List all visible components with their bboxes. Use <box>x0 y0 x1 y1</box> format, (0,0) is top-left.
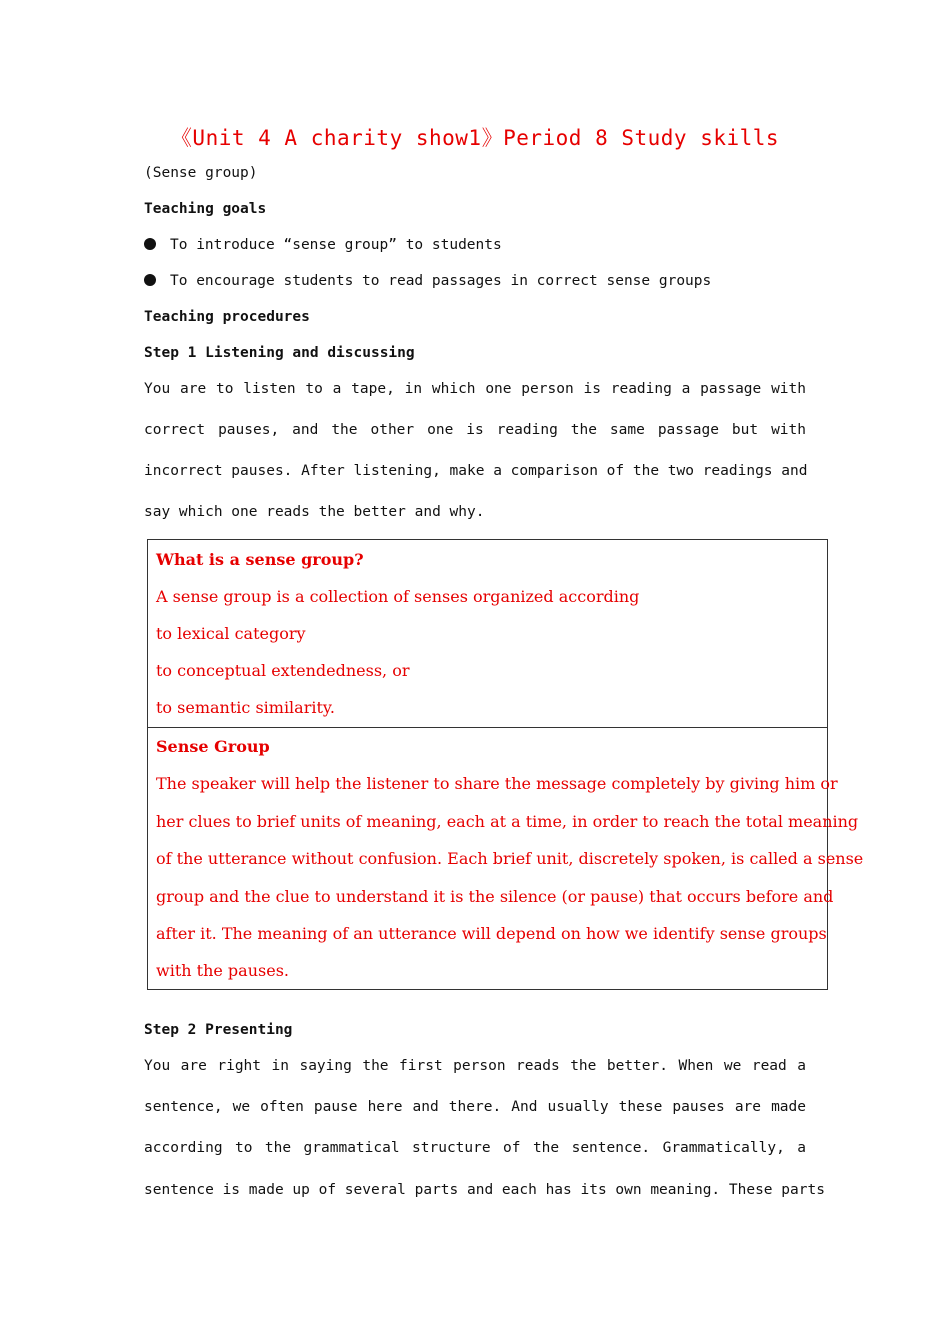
box1-line: to semantic similarity. <box>156 698 335 717</box>
sense-group-box <box>147 727 864 990</box>
step1-line: incorrect pauses. After listening, make a comparison of the two readings and <box>144 463 808 479</box>
goals-heading: Teaching goals <box>144 201 267 217</box>
goal-item <box>144 235 502 255</box>
step2-line: sentence is made up of several parts and each has its own meaning. These parts <box>144 1182 825 1198</box>
box1-line: to lexical category <box>156 624 306 643</box>
box2-line: her clues to brief units of meaning, each at a time, in order to reach the total meaning <box>156 812 859 831</box>
box2-line: after it. The meaning of an utterance will depend on how we identify sense groups <box>156 924 827 943</box>
step2-line: You are right in saying the first person reads the better. When we read a <box>144 1058 806 1074</box>
procedures-heading: Teaching procedures <box>144 309 310 325</box>
box2-heading: Sense Group <box>156 737 270 756</box>
goal-item <box>144 271 711 291</box>
step2-line: according to the grammatical structure of the sentence. Grammatically, a <box>144 1140 806 1156</box>
step1-line: say which one reads the better and why. <box>144 504 485 520</box>
box2-line: of the utterance without confusion. Each brief unit, discretely spoken, is called a sense <box>156 849 864 868</box>
step2-heading: Step 2 Presenting <box>144 1022 293 1038</box>
step1-heading: Step 1 Listening and discussing <box>144 345 415 361</box>
box2-line: with the pauses. <box>156 961 289 980</box>
goal-text: To introduce “sense group” to students <box>170 237 502 253</box>
page-title: 《Unit 4 A charity show1》Period 8 Study skills <box>170 126 780 150</box>
step2-line: sentence, we often pause here and there. And usually these pauses are made <box>144 1099 806 1115</box>
box1-line: to conceptual extendedness, or <box>156 661 410 680</box>
subtitle: (Sense group) <box>144 165 258 181</box>
box1-heading: What is a sense group? <box>156 550 364 569</box>
box2-line: group and the clue to understand it is the silence (or pause) that occurs before and <box>156 887 834 906</box>
step1-line: You are to listen to a tape, in which one person is reading a passage with <box>144 381 806 397</box>
goal-text: To encourage students to read passages in correct sense groups <box>170 273 712 289</box>
bullet-icon <box>144 274 156 286</box>
definition-box <box>147 539 828 728</box>
bullet-icon <box>144 238 156 250</box>
step1-line: correct pauses, and the other one is reading the same passage but with <box>144 422 806 438</box>
box1-line: A sense group is a collection of senses organized according <box>156 587 640 606</box>
box2-line: The speaker will help the listener to share the message completely by giving him or <box>156 774 838 793</box>
